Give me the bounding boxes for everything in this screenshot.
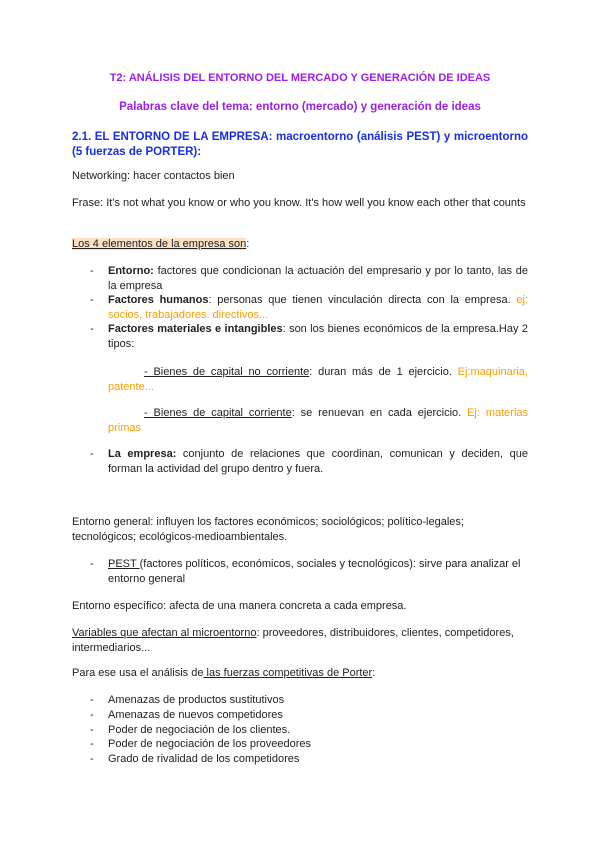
bullet-dash: -	[90, 323, 94, 335]
term: La empresa:	[108, 448, 177, 460]
bullet-dash: -	[90, 294, 94, 306]
document-title: T2: ANÁLISIS DEL ENTORNO DEL MERCADO Y GENERACIÓN DE IDEAS	[109, 72, 491, 84]
bullet-dash: -	[90, 724, 94, 736]
term: Variables que afectan al microentorno	[72, 627, 257, 639]
networking-paragraph: Networking: hacer contactos bien	[72, 170, 235, 182]
definition: factores que condicionan la actuación del empresario y por lo tanto, las de la empresa	[108, 265, 528, 292]
sub-item	[108, 406, 528, 435]
definition: : duran más de 1 ejercicio.	[309, 366, 458, 378]
list-item	[90, 557, 528, 586]
example: ej: socios, trabajadores. directivos...	[108, 294, 528, 321]
list-item	[90, 293, 528, 322]
porter-text: Amenazas de productos sustitutivos	[108, 694, 285, 706]
porter-text: Poder de negociación de los clientes.	[108, 724, 291, 736]
term: - Bienes de capital no corriente	[144, 366, 310, 378]
term: las fuerzas competitivas de Porter	[203, 667, 373, 679]
definition: : son los bienes económicos de la empresa.Hay 2 tipos:	[108, 323, 528, 350]
porter-item	[90, 708, 528, 723]
sub-item	[108, 365, 528, 394]
porter-text: Poder de negociación de los proveedores	[108, 738, 312, 750]
section-heading: 2.1. EL ENTORNO DE LA EMPRESA: macroentorno (análisis PEST) y microentorno (5 fuerzas de PORTER):	[72, 131, 528, 158]
term: PEST	[108, 558, 140, 570]
porter-item	[90, 752, 528, 767]
term: - Bienes de capital corriente	[144, 407, 292, 419]
keywords-line: Palabras clave del tema: entorno (mercado) y generación de ideas	[119, 101, 481, 113]
porter-item	[90, 723, 528, 738]
bullet-dash: -	[90, 753, 94, 765]
term: Factores humanos	[108, 294, 209, 306]
bullet-dash: -	[90, 558, 94, 570]
porter-item	[90, 693, 528, 708]
elements-intro	[72, 237, 528, 252]
term: Entorno:	[108, 265, 154, 277]
definition: : se renuevan en cada ejercicio.	[291, 407, 468, 419]
term: Factores materiales e intangibles	[108, 323, 283, 335]
list-item	[90, 447, 528, 476]
definition: conjunto de relaciones que coordinan, comunican y deciden, que forman la actividad del grupo dentro y fuera.	[108, 448, 528, 475]
entorno-especifico-paragraph: Entorno específico: afecta de una manera concreta a cada empresa.	[72, 600, 407, 612]
text: Para ese usa el análisis de	[72, 667, 204, 679]
definition: : personas que tienen vinculación directa con la empresa.	[208, 294, 517, 306]
colon: :	[246, 238, 250, 250]
example: Ej: materias primas	[108, 407, 529, 434]
list-item	[90, 264, 528, 293]
bullet-dash: -	[90, 709, 94, 721]
entorno-general-paragraph: Entorno general: influyen los factores económicos; sociológicos; político-legales; tecnológicos; ecológicos-medioambientales.	[72, 516, 464, 543]
definition: : proveedores, distribuidores, clientes, competidores, intermediarios...	[72, 627, 514, 654]
list-item	[90, 322, 528, 351]
porter-text: Amenazas de nuevos competidores	[108, 709, 283, 721]
elements-intro-text: Los 4 elementos de la empresa son	[72, 238, 247, 250]
frase-paragraph: Frase: It's not what you know or who you know. It's how well you know each other that counts	[72, 197, 526, 209]
variables-paragraph	[72, 626, 528, 655]
porter-item	[90, 737, 528, 752]
porter-text: Grado de rivalidad de los competidores	[108, 753, 300, 765]
colon: :	[372, 667, 376, 679]
bullet-dash: -	[90, 694, 94, 706]
example: Ej:maquinaria, patente...	[108, 366, 528, 393]
porter-intro	[72, 666, 528, 681]
bullet-dash: -	[90, 265, 94, 277]
bullet-dash: -	[90, 448, 94, 460]
bullet-dash: -	[90, 738, 94, 750]
definition: (factores políticos, económicos, sociales y tecnológicos): sirve para analizar el entorno general	[108, 558, 521, 585]
